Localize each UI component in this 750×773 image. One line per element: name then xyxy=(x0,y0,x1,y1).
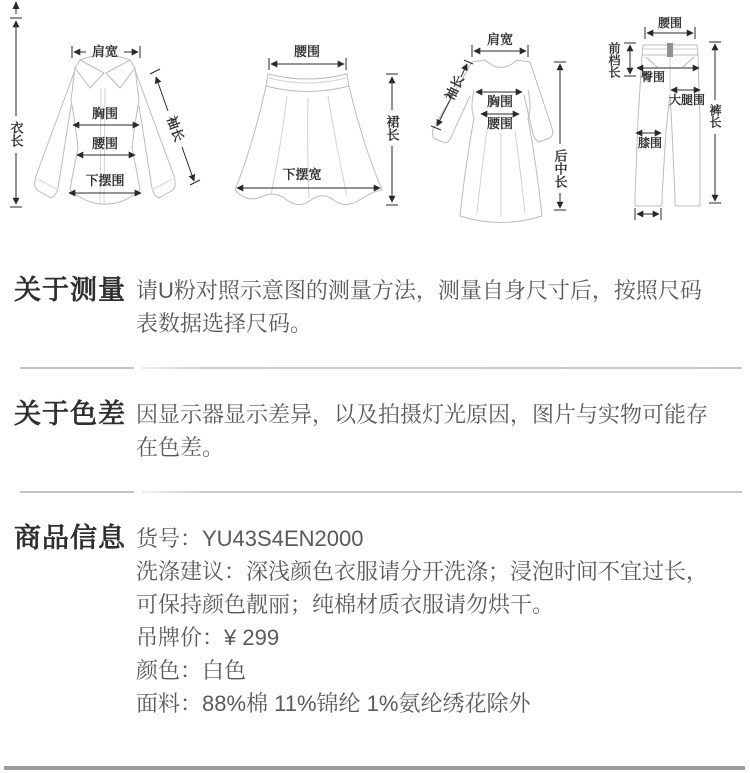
shirt-shoulder-width-label: 肩宽 xyxy=(91,44,119,59)
dress-measurements xyxy=(431,32,568,210)
divider-left-segment xyxy=(20,491,134,493)
dress-center-back-length-label: 后中长 xyxy=(552,149,568,188)
pants-outline xyxy=(635,43,700,206)
skirt-length-label: 裙长 xyxy=(384,115,400,141)
fabric-line: 面料：88%棉 11%锦纶 1%氨纶绣花除外 xyxy=(136,691,531,716)
section-body-measurement xyxy=(136,274,750,340)
section-body-color-difference xyxy=(136,398,750,464)
shirt-bust-label: 胸围 xyxy=(91,106,119,121)
shirt-diagram xyxy=(0,0,210,240)
shirt-measurements xyxy=(9,18,201,207)
tag-price-line: 吊牌价：¥ 299 xyxy=(136,625,280,650)
pants-thigh-label: 大腿围 xyxy=(668,93,706,107)
shirt-garment-length-label: 衣长 xyxy=(8,121,24,147)
section-title-measurement: 关于测量 xyxy=(14,275,126,305)
dress-sleeve-length-label: 袖长 xyxy=(442,72,467,103)
dress-bust-label: 胸围 xyxy=(486,94,514,109)
skirt-hem-width-label: 下摆宽 xyxy=(282,167,322,182)
section-title-product-info: 商品信息 xyxy=(14,523,126,553)
pants-front-rise-label: 前档长 xyxy=(607,42,621,78)
divider-right-segment xyxy=(141,491,742,493)
pants-knee-label: 膝围 xyxy=(637,136,663,150)
section-text-line: 请U粉对照示意图的测量方法，测量自身尺寸后，按照尺码 xyxy=(136,278,702,303)
color-line: 颜色：白色 xyxy=(136,658,247,683)
washing-advice-line: 洗涤建议：深浅颜色衣服请分开洗涤；浸泡时间不宜过长， xyxy=(136,559,709,584)
clipped-arrow-artifact xyxy=(13,1,20,14)
pants-waist-label: 腰围 xyxy=(657,16,683,30)
section-text-line: 在色差。 xyxy=(136,435,225,460)
divider-left-segment xyxy=(20,367,134,369)
pants-length-label: 裤长 xyxy=(708,104,722,128)
section-text-line: 表数据选择尺码。 xyxy=(136,311,313,336)
pants-measurements xyxy=(607,15,722,220)
product-code-line: 货号：YU43S4EN2000 xyxy=(136,526,364,551)
section-divider xyxy=(0,367,750,369)
pants-diagram xyxy=(600,0,750,240)
section-product-info xyxy=(0,522,750,720)
shirt-hem-label: 下摆围 xyxy=(85,173,125,188)
section-measurement xyxy=(0,274,750,340)
dress-diagram xyxy=(420,0,600,240)
section-text-line: 因显示器显示差异，以及拍摄灯光原因，图片与实物可能存 xyxy=(136,402,709,427)
shirt-sleeve-length-label: 袖长 xyxy=(163,114,187,144)
skirt-measurements xyxy=(237,44,400,205)
belt-tab xyxy=(667,43,673,57)
divider-right-segment xyxy=(141,367,742,369)
pants-hip-label: 臀围 xyxy=(640,70,666,84)
measurement-diagrams-strip xyxy=(0,0,750,252)
skirt-outline xyxy=(235,74,382,205)
washing-advice-line: 可保持颜色靓丽；纯棉材质衣服请勿烘干。 xyxy=(136,592,555,617)
dress-waist-label: 腰围 xyxy=(486,116,514,131)
dress-shoulder-width-label: 肩宽 xyxy=(486,32,514,47)
section-title-color-difference: 关于色差 xyxy=(14,399,126,429)
section-body-product-info xyxy=(136,522,750,720)
section-divider xyxy=(0,491,750,493)
bottom-divider-bar xyxy=(4,766,745,770)
section-color-difference xyxy=(0,398,750,464)
shirt-waist-label: 腰围 xyxy=(91,136,119,151)
skirt-waist-label: 腰围 xyxy=(293,44,321,59)
skirt-diagram xyxy=(225,0,410,240)
